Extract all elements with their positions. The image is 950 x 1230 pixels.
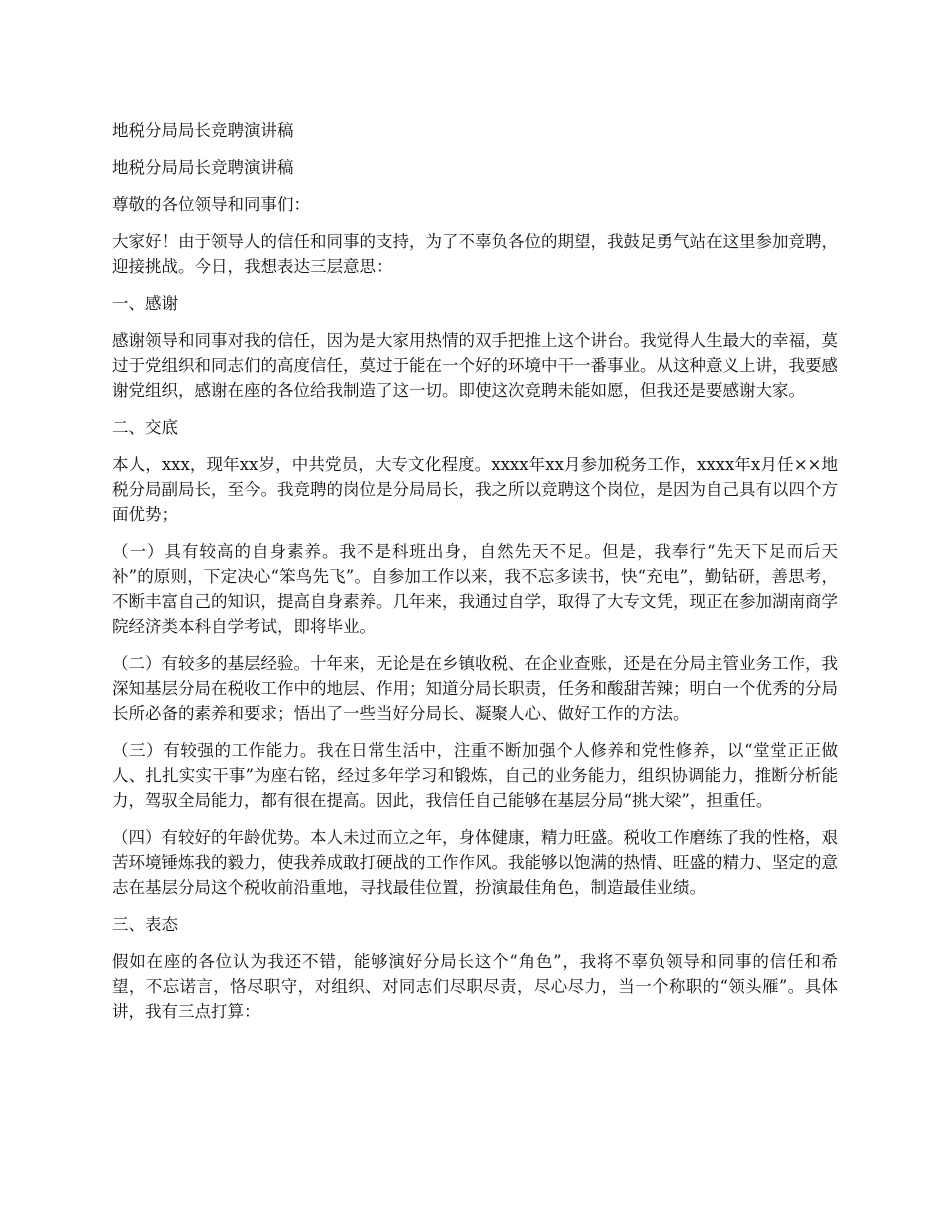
advantage-point-3: （三）有较强的工作能力。我在日常生活中，注重不断加强个人修养和党性修养，以“堂堂正正做人、扎扎实实干事”为座右铭，经过多年学习和锻炼，自己的业务能力，组织协调能力，推断分析能力，驾驭全局能力，都有很在提高。因此，我信任自己能够在基层分局“挑大梁”，担重任。 — [112, 741, 838, 810]
advantage-point-2: （二）有较多的基层经验。十年来，无论是在乡镇收税、在企业查账，还是在分局主管业务工作，我深知基层分局在税收工作中的地层、作用；知道分局长职责，任务和酸甜苦辣；明白一个优秀的分局长所必备的素养和要求；悟出了一些当好分局长、凝聚人心、做好工作的方法。 — [112, 654, 838, 723]
document-subtitle: 地税分局局长竞聘演讲稿 — [112, 158, 294, 177]
section-body-thanks: 感谢领导和同事对我的信任，因为是大家用热情的双手把推上这个讲台。我觉得人生最大的幸福，莫过于党组织和同志们的高度信任，莫过于能在一个好的环境中干一番事业。从这种意义上讲，我要感谢党组织，感谢在座的各位给我制造了这一切。即使这次竞聘未能如愿，但我还是要感谢大家。 — [112, 331, 838, 400]
section-heading-background: 二、交底 — [112, 418, 178, 437]
advantage-point-4: （四）有较好的年龄优势。本人未过而立之年，身体健康，精力旺盛。税收工作磨练了我的性格，艰苦环境锤炼我的毅力，使我养成敢打硬战的工作作风。我能够以饱满的热情、旺盛的精力、坚定的意志在基层分局这个税收前沿重地，寻找最佳位置，扮演最佳角色，制造最佳业绩。 — [112, 828, 838, 897]
intro-paragraph: 大家好！由于领导人的信任和同事的支持，为了不辜负各位的期望，我鼓足勇气站在这里参加竞聘，迎接挑战。今日，我想表达三层意思： — [112, 232, 838, 276]
section-heading-thanks: 一、感谢 — [112, 294, 178, 313]
section-body-commitment: 假如在座的各位认为我还不错，能够演好分局长这个“角色”，我将不辜负领导和同事的信任和希望，不忘诺言，恪尽职守，对组织、对同志们尽职尽责，尽心尽力，当一个称职的“领头雁”。具体讲，我有三点打算： — [112, 952, 838, 1021]
advantage-point-1: （一）具有较高的自身素养。我不是科班出身，自然先天不足。但是，我奉行“先天下足而后天补”的原则，下定决心“笨鸟先飞”。自参加工作以来，我不忘多读书，快“充电”，勤钻研，善思考，不断丰富自己的知识，提高自身素养。几年来，我通过自学，取得了大专文凭，现正在参加湖南商学院经济类本科自学考试，即将毕业。 — [112, 542, 838, 636]
section-body-background: 本人，xxx，现年xx岁，中共党员，大专文化程度。xxxx年xx月参加税务工作，xxxx年x月任××地税分局副局长，至今。我竞聘的岗位是分局局长，我之所以竞聘这个岗位，是因为自己具有以四个方面优势； — [112, 455, 838, 524]
document-page — [112, 118, 838, 1036]
section-heading-commitment: 三、表态 — [112, 915, 178, 934]
document-title: 地税分局局长竞聘演讲稿 — [112, 121, 294, 140]
salutation: 尊敬的各位领导和同事们： — [112, 195, 310, 214]
